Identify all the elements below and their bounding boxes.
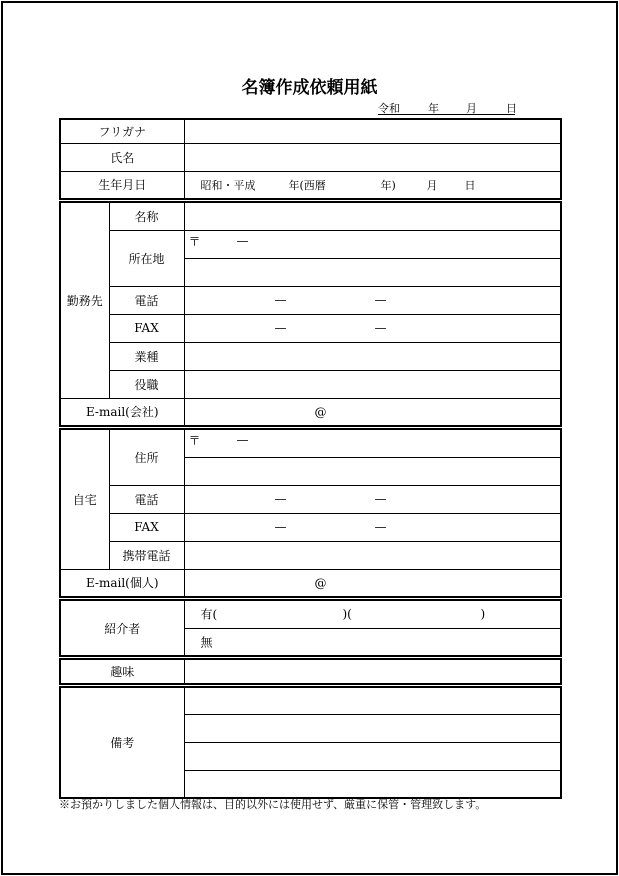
work-postal-input[interactable]	[184, 230, 561, 258]
label-email-work: E-mail(会社)	[60, 398, 184, 426]
birth-day: 日	[464, 178, 476, 192]
label-work-fax: FAX	[109, 314, 184, 342]
date-era: 令和	[378, 102, 400, 115]
home-address-input[interactable]	[184, 457, 561, 485]
home-phone-input[interactable]	[184, 485, 561, 513]
work-address-input[interactable]	[184, 258, 561, 286]
referrer-mid: )(	[342, 607, 352, 622]
mobile-input[interactable]	[184, 541, 561, 569]
label-referrer: 紹介者	[60, 600, 184, 656]
privacy-footnote: ※お預かりしました個人情報は、目的以外には使用せず、厳重に保管・管理致します。	[59, 798, 487, 811]
label-email-personal: E-mail(個人)	[60, 569, 184, 597]
email-personal-input[interactable]	[184, 569, 561, 597]
work-phone-input[interactable]	[184, 286, 561, 314]
home-fax-dash-2: —	[374, 520, 387, 534]
page-title: 名簿作成依頼用紙	[241, 78, 378, 98]
home-postal-dash: —	[236, 433, 249, 447]
work-fax-input[interactable]	[184, 314, 561, 342]
remarks-line-2[interactable]	[184, 714, 561, 742]
email-personal-at: @	[314, 575, 327, 590]
label-hobby: 趣味	[60, 659, 184, 684]
email-work-at: @	[314, 404, 327, 419]
home-phone-dash-1: —	[274, 492, 287, 506]
date-day: 日	[506, 102, 517, 115]
home-phone-dash-2: —	[374, 492, 387, 506]
fax-dash-1: —	[274, 321, 287, 335]
date-month: 月	[466, 102, 477, 115]
label-home-fax: FAX	[109, 513, 184, 541]
birth-year-west: 年(西暦	[288, 178, 326, 192]
label-furigana: フリガナ	[60, 119, 184, 143]
label-home-address: 住所	[109, 429, 184, 485]
furigana-input[interactable]	[184, 119, 561, 143]
email-work-input[interactable]	[184, 398, 561, 426]
work-name-input[interactable]	[184, 202, 561, 230]
label-work-phone: 電話	[109, 286, 184, 314]
birth-month: 月	[426, 178, 438, 192]
referrer-no-input[interactable]	[184, 628, 561, 656]
label-industry: 業種	[109, 342, 184, 370]
postal-dash: —	[236, 233, 249, 248]
home-postal-mark: 〒	[188, 433, 201, 448]
referrer-yes-input[interactable]	[184, 600, 561, 628]
label-birthdate: 生年月日	[60, 171, 184, 199]
registration-form	[59, 118, 562, 799]
referrer-yes: 有(	[200, 607, 218, 622]
label-name: 氏名	[60, 143, 184, 171]
postal-mark: 〒	[188, 234, 201, 248]
label-work-name: 名称	[109, 202, 184, 230]
phone-dash-1: —	[274, 293, 287, 307]
label-position: 役職	[109, 370, 184, 398]
fax-dash-2: —	[374, 321, 387, 335]
birthdate-input[interactable]	[184, 171, 561, 199]
referrer-close: )	[480, 607, 486, 622]
position-input[interactable]	[184, 370, 561, 398]
referrer-no: 無	[200, 635, 213, 650]
birth-year-close: 年)	[380, 178, 396, 192]
birth-era: 昭和・平成	[200, 178, 256, 192]
date-year: 年	[428, 102, 439, 115]
label-remarks: 備考	[60, 687, 184, 798]
industry-input[interactable]	[184, 342, 561, 370]
label-home: 自宅	[60, 429, 109, 569]
phone-dash-2: —	[374, 293, 387, 307]
date-field[interactable]	[378, 100, 515, 115]
label-work-address: 所在地	[109, 230, 184, 286]
label-workplace: 勤務先	[60, 202, 109, 398]
label-mobile: 携帯電話	[109, 541, 184, 569]
home-fax-input[interactable]	[184, 513, 561, 541]
remarks-line-1[interactable]	[184, 687, 561, 714]
hobby-input[interactable]	[184, 659, 561, 684]
remarks-line-4[interactable]	[184, 770, 561, 798]
label-home-phone: 電話	[109, 485, 184, 513]
remarks-line-3[interactable]	[184, 742, 561, 770]
home-fax-dash-1: —	[274, 520, 287, 534]
home-postal-input[interactable]	[184, 429, 561, 457]
name-input[interactable]	[184, 143, 561, 171]
